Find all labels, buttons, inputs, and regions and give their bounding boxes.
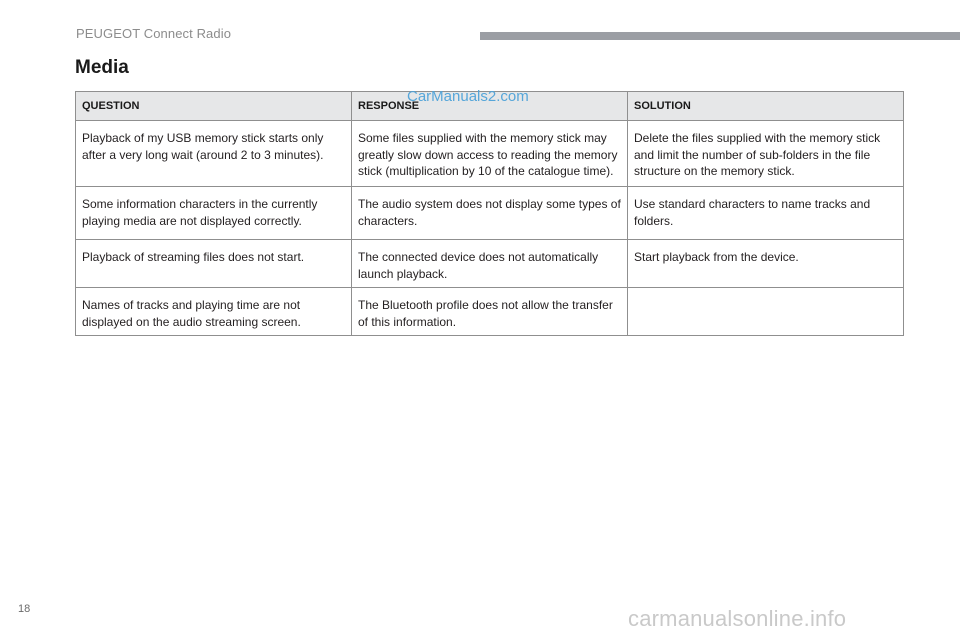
question-cell: Playback of my USB memory stick starts only after a very long wait (around 2 to 3 minutes).: [76, 121, 352, 187]
table-row: [76, 121, 904, 187]
table-row: [76, 187, 904, 240]
page-number: 18: [18, 603, 31, 615]
watermark-top-link[interactable]: CarManuals2.com: [407, 88, 529, 105]
column-header-question: QUESTION: [76, 92, 352, 121]
response-cell: The Bluetooth profile does not allow the transfer of this information.: [352, 288, 628, 336]
watermark-bottom-link[interactable]: carmanualsonline.info: [628, 606, 847, 631]
table-row: [76, 288, 904, 336]
response-cell: Some files supplied with the memory stick may greatly slow down access to reading the memory stick (multiplication by 10 of the catalogue time).: [352, 121, 628, 187]
solution-cell: [628, 288, 904, 336]
document-header-title: PEUGEOT Connect Radio: [76, 26, 232, 41]
header-bar: [480, 32, 960, 40]
solution-cell: Start playback from the device.: [628, 240, 904, 288]
question-cell: Names of tracks and playing time are not displayed on the audio streaming screen.: [76, 288, 352, 336]
table-row: [76, 240, 904, 288]
faq-table: [75, 91, 904, 336]
solution-cell: Delete the files supplied with the memory stick and limit the number of sub-folders in the file structure on the memory stick.: [628, 121, 904, 187]
response-cell: The audio system does not display some types of characters.: [352, 187, 628, 240]
question-cell: Playback of streaming files does not start.: [76, 240, 352, 288]
column-header-solution: SOLUTION: [628, 92, 904, 121]
section-title: Media: [75, 57, 129, 78]
solution-cell: Use standard characters to name tracks and folders.: [628, 187, 904, 240]
column-header-response: RESPONSE: [352, 92, 628, 121]
question-cell: Some information characters in the currently playing media are not displayed correctly.: [76, 187, 352, 240]
response-cell: The connected device does not automatically launch playback.: [352, 240, 628, 288]
